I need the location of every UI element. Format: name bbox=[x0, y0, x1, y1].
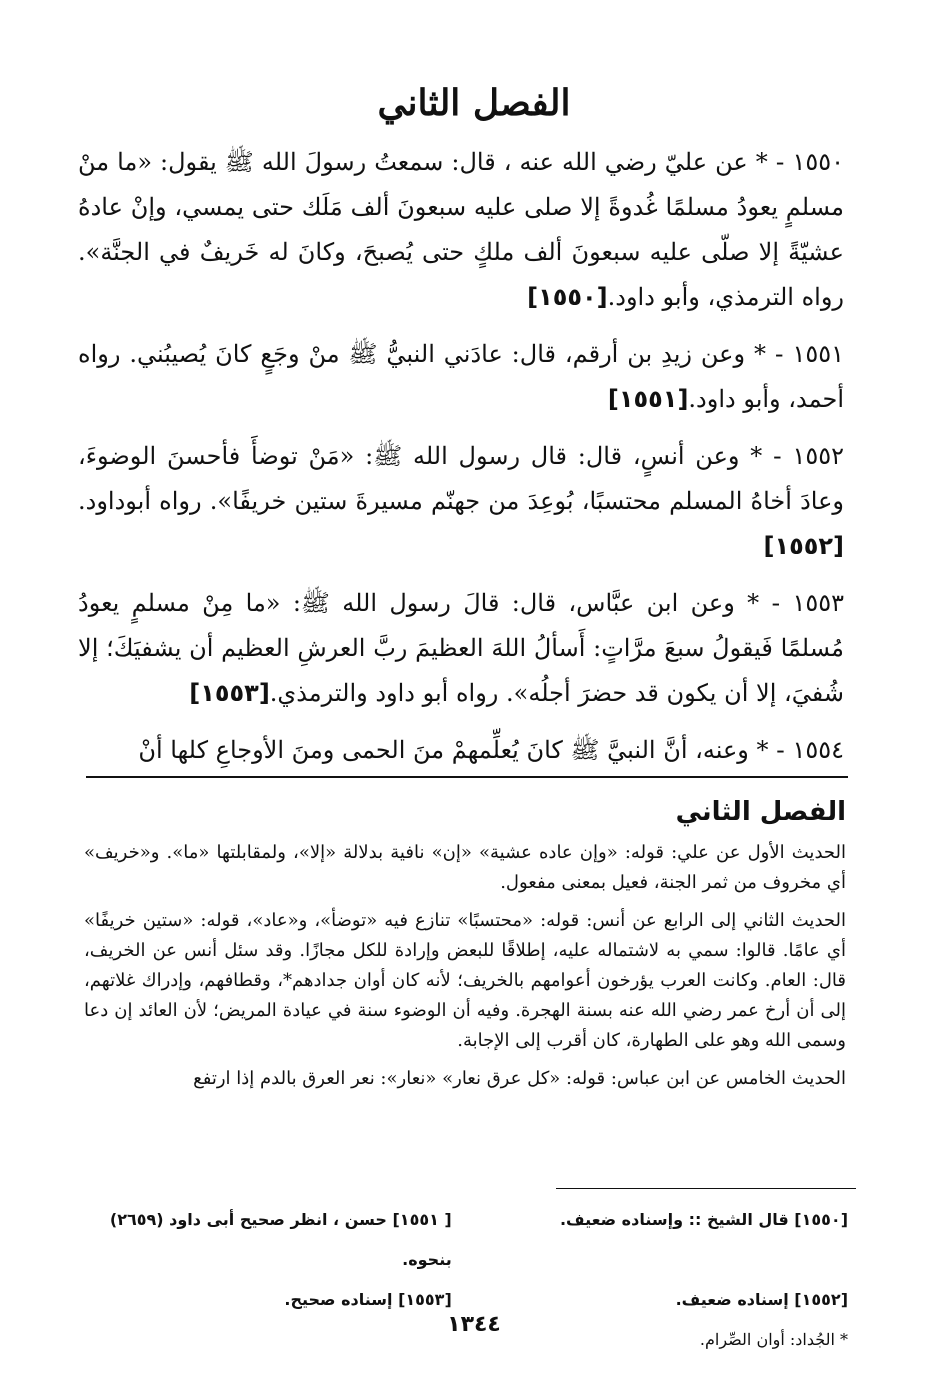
footnote-divider bbox=[556, 1188, 856, 1189]
hadith-text: * وعن أنسٍ، قال: قال رسول الله ﷺ: «مَنْ توضأَ فأحسنَ الوضوءَ، وعادَ أخاهُ المسلم محتسبًا، بُوعِدَ من جهنّم مسيرةَ ستين خريفًا». رواه أبوداود. bbox=[78, 442, 844, 515]
hadith-1554 bbox=[78, 728, 844, 773]
section-divider bbox=[86, 776, 848, 778]
hadith-reference: [١٥٥٣] bbox=[189, 679, 270, 707]
commentary-section bbox=[84, 792, 846, 1102]
page-title: الفصل الثاني bbox=[377, 82, 571, 124]
commentary-title: الفصل الثاني bbox=[675, 797, 846, 827]
hadith-number: ١٥٥٢ - bbox=[762, 442, 844, 470]
hadith-text: * وعن زيدِ بن أرقم، قال: عادَني النبيُّ ﷺ منْ وجَعٍ كانَ يُصيبُني. رواه أحمد، وأبو داود. bbox=[78, 340, 844, 413]
page-number: ١٣٤٤ bbox=[447, 1312, 501, 1337]
hadith-number: ١٥٥٤ - bbox=[768, 736, 844, 764]
hadith-section bbox=[78, 140, 844, 785]
footnote-1553: [١٥٥٣] إسناده صحيح. bbox=[284, 1290, 452, 1309]
hadith-1552 bbox=[78, 434, 844, 569]
hadith-number: ١٥٥٠ - bbox=[767, 148, 844, 176]
commentary-paragraph: الحديث الثاني إلى الرابع عن أنس: قوله: «محتسبًا» تنازع فيه «توضأ»، و«عاد»، قوله: «ستين خريفًا» أي عامًا. قالوا: سمي به لاشتماله عليه، إطلاقًا للبعض وإرادة للكل مجازًا. وقد سئل أنس عن الخريف، قال: العام. وكانت العرب يؤرخون أعوامهم بالخريف؛ لأنه كان أوان جدادهم*، وقطافهم، وإدراك غلاتهم، إلى أن أرخ عمر رضي الله عنه بسنة الهجرة. وفيه أن الوضوء سنة في عيادة المريض؛ لأن العائد إن دعا وسمى الله وهو على الطهارة، كان أقرب إلى الإجابة. bbox=[84, 910, 846, 1051]
footnote-1551: [ ١٥٥١] حسن ، انظر صحيح أبى داود (٢٦٥٩) بنحوه. bbox=[109, 1210, 452, 1269]
hadith-1551 bbox=[78, 332, 844, 422]
hadith-text: * وعنه، أنَّ النبيَّ ﷺ كانَ يُعلِّمهمْ منَ الحمى ومنَ الأوجاعِ كلها أنْ bbox=[138, 736, 769, 764]
hadith-text: * عن عليّ رضي الله عنه ، قال: سمعتُ رسولَ الله ﷺ يقول: «ما منْ مسلمٍ يعودُ مسلمًا غُدوةً إلا صلى عليه سبعونَ ألف مَلَك حتى يمسي، وإنْ عادهُ عشيّةً إلا صلّى عليه سبعونَ ألف ملكٍ حتى يُصبحَ، وكانَ له خَريفٌ في الجنَّة». رواه الترمذي، وأبو داود. bbox=[78, 148, 844, 311]
commentary-paragraph: الحديث الخامس عن ابن عباس: قوله: «كل عرق نعار» «نعار»: نعر العرق بالدم إذا ارتفع bbox=[193, 1068, 846, 1089]
footnote-1552: [١٥٥٢] إسناده ضعيف. bbox=[675, 1290, 848, 1309]
footnote-1550: [١٥٥٠] قال الشيخ :: وإسناده ضعيف. bbox=[559, 1210, 848, 1229]
hadith-number: ١٥٥١ - bbox=[765, 340, 845, 368]
hadith-1553 bbox=[78, 581, 844, 716]
hadith-number: ١٥٥٣ - bbox=[759, 589, 845, 617]
hadith-text: * وعن ابن عبَّاس، قال: قالَ رسول الله ﷺ: «ما مِنْ مسلمٍ يعودُ مُسلمًا فَيقولُ سبعَ مرَّاتٍ: أَسألُ اللهَ العظيمَ ربَّ العرشِ العظيم أن يشفيَكَ؛ إلا شُفيَ، إلا أن يكون قد حضرَ أجلُه». رواه أبو داود والترمذي. bbox=[78, 589, 844, 707]
hadith-1550 bbox=[78, 140, 844, 320]
footnote-row bbox=[86, 1200, 848, 1280]
hadith-reference: [١٥٥٠] bbox=[527, 283, 608, 311]
hadith-reference: [١٥٥٢] bbox=[763, 532, 844, 560]
commentary-paragraph: الحديث الأول عن علي: قوله: «وإن عاده عشية» «إن» نافية بدلالة «إلا»، ولمقابلتها «ما». و«خريف» أي مخروف من ثمر الجنة، فعيل بمعنى مفعول. bbox=[84, 842, 846, 893]
hadith-reference: [١٥٥١] bbox=[607, 385, 689, 413]
footnote-gloss: * الجُداد: أوان الصِّرام. bbox=[699, 1330, 848, 1349]
